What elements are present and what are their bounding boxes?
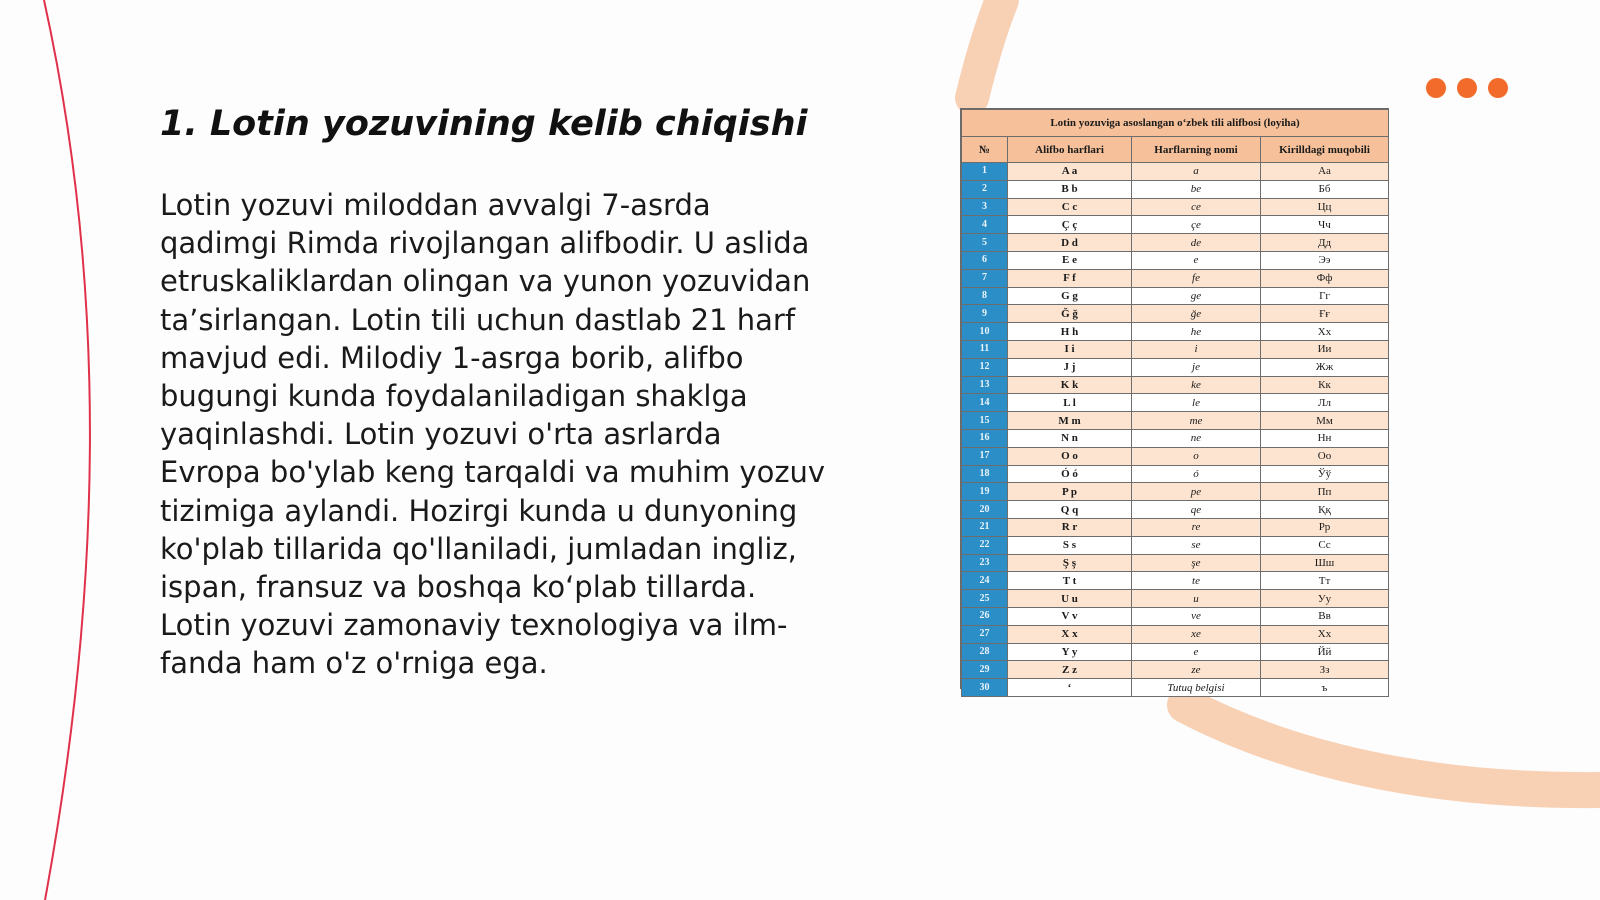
body-text-line: ispan, fransuz va boshqa ko‘plab tillarda.: [160, 570, 757, 605]
table-row: [962, 447, 1389, 465]
cyrillic-equivalent: Ғғ: [1261, 305, 1389, 323]
row-number: 9: [962, 305, 1008, 323]
alphabet-letter: Q q: [1008, 501, 1132, 519]
letter-name: re: [1132, 518, 1261, 536]
table-row: [962, 483, 1389, 501]
top-right-swoosh: [972, 0, 1002, 98]
table-row: [962, 358, 1389, 376]
body-text-line: ta’sirlangan. Lotin tili uchun dastlab 21 harf: [160, 302, 796, 337]
letter-name: se: [1132, 536, 1261, 554]
cyrillic-equivalent: Чч: [1261, 216, 1389, 234]
row-number: 10: [962, 323, 1008, 341]
row-number: 21: [962, 518, 1008, 536]
body-text-line: ko'plab tillarida qo'llaniladi, jumladan ingliz,: [160, 531, 797, 566]
alphabet-table: [961, 109, 1389, 697]
row-number: 28: [962, 643, 1008, 661]
row-number: 30: [962, 679, 1008, 697]
row-number: 13: [962, 376, 1008, 394]
table-row: [962, 625, 1389, 643]
alphabet-letter: Ğ ğ: [1008, 305, 1132, 323]
alphabet-letter: V v: [1008, 607, 1132, 625]
cyrillic-equivalent: Хх: [1261, 323, 1389, 341]
table-row: [962, 376, 1389, 394]
dot-icon: [1488, 78, 1508, 98]
table-row: [962, 412, 1389, 430]
table-row: [962, 287, 1389, 305]
cyrillic-equivalent: Нн: [1261, 429, 1389, 447]
body-text-line: qadimgi Rimda rivojlangan alifbodir. U aslida: [160, 226, 810, 261]
letter-name: fe: [1132, 269, 1261, 287]
letter-name: çe: [1132, 216, 1261, 234]
table-row: [962, 679, 1389, 697]
row-number: 29: [962, 661, 1008, 679]
table-row: [962, 572, 1389, 590]
dot-icon: [1426, 78, 1446, 98]
letter-name: me: [1132, 412, 1261, 430]
row-number: 26: [962, 607, 1008, 625]
letter-name: a: [1132, 163, 1261, 181]
row-number: 22: [962, 536, 1008, 554]
letter-name: te: [1132, 572, 1261, 590]
letter-name: şe: [1132, 554, 1261, 572]
row-number: 1: [962, 163, 1008, 181]
column-header: Harflarning nomi: [1132, 137, 1261, 163]
cyrillic-equivalent: Ўў: [1261, 465, 1389, 483]
dot-icon: [1457, 78, 1477, 98]
cyrillic-equivalent: Оо: [1261, 447, 1389, 465]
alphabet-letter: P p: [1008, 483, 1132, 501]
table-row: [962, 607, 1389, 625]
letter-name: ze: [1132, 661, 1261, 679]
body-text-line: Lotin yozuvi zamonaviy texnologiya va ilm-: [160, 608, 788, 643]
table-row: [962, 661, 1389, 679]
table-caption: Lotin yozuviga asoslangan o‘zbek tili alifbosi (loyiha): [962, 110, 1389, 137]
row-number: 4: [962, 216, 1008, 234]
table-row: [962, 163, 1389, 181]
row-number: 27: [962, 625, 1008, 643]
row-number: 18: [962, 465, 1008, 483]
table-row: [962, 554, 1389, 572]
cyrillic-equivalent: Пп: [1261, 483, 1389, 501]
letter-name: ve: [1132, 607, 1261, 625]
cyrillic-equivalent: ъ: [1261, 679, 1389, 697]
slide-title: 1. Lotin yozuvining kelib chiqishi: [160, 104, 808, 144]
letter-name: qe: [1132, 501, 1261, 519]
letter-name: o: [1132, 447, 1261, 465]
cyrillic-equivalent: Ққ: [1261, 501, 1389, 519]
table-row: [962, 518, 1389, 536]
table-row: [962, 429, 1389, 447]
alphabet-table-image: [960, 108, 1389, 694]
row-number: 23: [962, 554, 1008, 572]
table-body: [962, 163, 1389, 697]
row-number: 3: [962, 198, 1008, 216]
row-number: 16: [962, 429, 1008, 447]
cyrillic-equivalent: Фф: [1261, 269, 1389, 287]
alphabet-letter: Ş ş: [1008, 554, 1132, 572]
body-text-line: yaqinlashdi. Lotin yozuvi o'rta asrlarda: [160, 417, 722, 452]
alphabet-letter: ‘: [1008, 679, 1132, 697]
cyrillic-equivalent: Уу: [1261, 590, 1389, 608]
body-text-line: bugungi kunda foydalaniladigan shaklga: [160, 379, 748, 414]
letter-name: Tutuq belgisi: [1132, 679, 1261, 697]
column-header: Alifbo harflari: [1008, 137, 1132, 163]
column-header: №: [962, 137, 1008, 163]
table-row: [962, 269, 1389, 287]
alphabet-letter: E e: [1008, 251, 1132, 269]
cyrillic-equivalent: Жж: [1261, 358, 1389, 376]
cyrillic-equivalent: Зз: [1261, 661, 1389, 679]
alphabet-letter: S s: [1008, 536, 1132, 554]
alphabet-letter: G g: [1008, 287, 1132, 305]
column-header: Kirilldagi muqobili: [1261, 137, 1389, 163]
table-row: [962, 501, 1389, 519]
cyrillic-equivalent: Хх: [1261, 625, 1389, 643]
body-text-line: tizimiga aylandi. Hozirgi kunda u dunyoning: [160, 493, 798, 528]
body-text-line: Lotin yozuvi miloddan avvalgi 7-asrda: [160, 188, 711, 222]
table-row: [962, 251, 1389, 269]
cyrillic-equivalent: Кк: [1261, 376, 1389, 394]
alphabet-letter: A a: [1008, 163, 1132, 181]
row-number: 20: [962, 501, 1008, 519]
body-text-line: etruskaliklardan olingan va yunon yozuvidan: [160, 264, 811, 299]
row-number: 12: [962, 358, 1008, 376]
alphabet-letter: O o: [1008, 447, 1132, 465]
row-number: 8: [962, 287, 1008, 305]
alphabet-letter: K k: [1008, 376, 1132, 394]
letter-name: be: [1132, 180, 1261, 198]
alphabet-letter: J j: [1008, 358, 1132, 376]
body-text-line: Evropa bo'ylab keng tarqaldi va muhim yozuv: [160, 455, 826, 490]
alphabet-letter: M m: [1008, 412, 1132, 430]
alphabet-letter: T t: [1008, 572, 1132, 590]
bottom-right-swoosh: [1185, 705, 1600, 790]
alphabet-letter: H h: [1008, 323, 1132, 341]
table-row: [962, 340, 1389, 358]
alphabet-letter: R r: [1008, 518, 1132, 536]
row-number: 5: [962, 234, 1008, 252]
alphabet-letter: D d: [1008, 234, 1132, 252]
alphabet-letter: B b: [1008, 180, 1132, 198]
letter-name: ce: [1132, 198, 1261, 216]
letter-name: de: [1132, 234, 1261, 252]
cyrillic-equivalent: Рр: [1261, 518, 1389, 536]
cyrillic-equivalent: Йй: [1261, 643, 1389, 661]
cyrillic-equivalent: Мм: [1261, 412, 1389, 430]
body-text-line: mavjud edi. Milodiy 1-asrga borib, alifbo: [160, 340, 744, 375]
row-number: 15: [962, 412, 1008, 430]
letter-name: i: [1132, 340, 1261, 358]
letter-name: le: [1132, 394, 1261, 412]
alphabet-letter: N n: [1008, 429, 1132, 447]
table-row: [962, 323, 1389, 341]
alphabet-letter: U u: [1008, 590, 1132, 608]
letter-name: pe: [1132, 483, 1261, 501]
cyrillic-equivalent: Ии: [1261, 340, 1389, 358]
row-number: 17: [962, 447, 1008, 465]
letter-name: ke: [1132, 376, 1261, 394]
table-row: [962, 198, 1389, 216]
table-row: [962, 536, 1389, 554]
alphabet-letter: Ç ç: [1008, 216, 1132, 234]
alphabet-letter: C c: [1008, 198, 1132, 216]
slide-body-text: [160, 186, 850, 683]
letter-name: e: [1132, 643, 1261, 661]
cyrillic-equivalent: Бб: [1261, 180, 1389, 198]
menu-dots: [1426, 78, 1508, 98]
row-number: 24: [962, 572, 1008, 590]
cyrillic-equivalent: Ээ: [1261, 251, 1389, 269]
cyrillic-equivalent: Аа: [1261, 163, 1389, 181]
letter-name: ó: [1132, 465, 1261, 483]
table-header-row: [962, 137, 1389, 163]
table-row: [962, 590, 1389, 608]
alphabet-letter: Ó ó: [1008, 465, 1132, 483]
letter-name: he: [1132, 323, 1261, 341]
cyrillic-equivalent: Цц: [1261, 198, 1389, 216]
table-row: [962, 465, 1389, 483]
cyrillic-equivalent: Гг: [1261, 287, 1389, 305]
cyrillic-equivalent: Тт: [1261, 572, 1389, 590]
alphabet-letter: Z z: [1008, 661, 1132, 679]
table-row: [962, 643, 1389, 661]
letter-name: ğe: [1132, 305, 1261, 323]
letter-name: ge: [1132, 287, 1261, 305]
cyrillic-equivalent: Вв: [1261, 607, 1389, 625]
body-text-line: fanda ham o'z o'rniga ega.: [160, 646, 548, 681]
alphabet-letter: X x: [1008, 625, 1132, 643]
letter-name: je: [1132, 358, 1261, 376]
cyrillic-equivalent: Шш: [1261, 554, 1389, 572]
row-number: 7: [962, 269, 1008, 287]
row-number: 2: [962, 180, 1008, 198]
alphabet-letter: Y y: [1008, 643, 1132, 661]
table-row: [962, 216, 1389, 234]
row-number: 6: [962, 251, 1008, 269]
table-row: [962, 234, 1389, 252]
alphabet-letter: F f: [1008, 269, 1132, 287]
cyrillic-equivalent: Лл: [1261, 394, 1389, 412]
letter-name: ne: [1132, 429, 1261, 447]
left-curve-line: [44, 0, 90, 900]
letter-name: xe: [1132, 625, 1261, 643]
letter-name: e: [1132, 251, 1261, 269]
row-number: 25: [962, 590, 1008, 608]
alphabet-letter: L l: [1008, 394, 1132, 412]
table-row: [962, 180, 1389, 198]
alphabet-letter: I i: [1008, 340, 1132, 358]
table-row: [962, 394, 1389, 412]
cyrillic-equivalent: Сс: [1261, 536, 1389, 554]
table-row: [962, 305, 1389, 323]
row-number: 19: [962, 483, 1008, 501]
letter-name: u: [1132, 590, 1261, 608]
row-number: 14: [962, 394, 1008, 412]
cyrillic-equivalent: Дд: [1261, 234, 1389, 252]
row-number: 11: [962, 340, 1008, 358]
